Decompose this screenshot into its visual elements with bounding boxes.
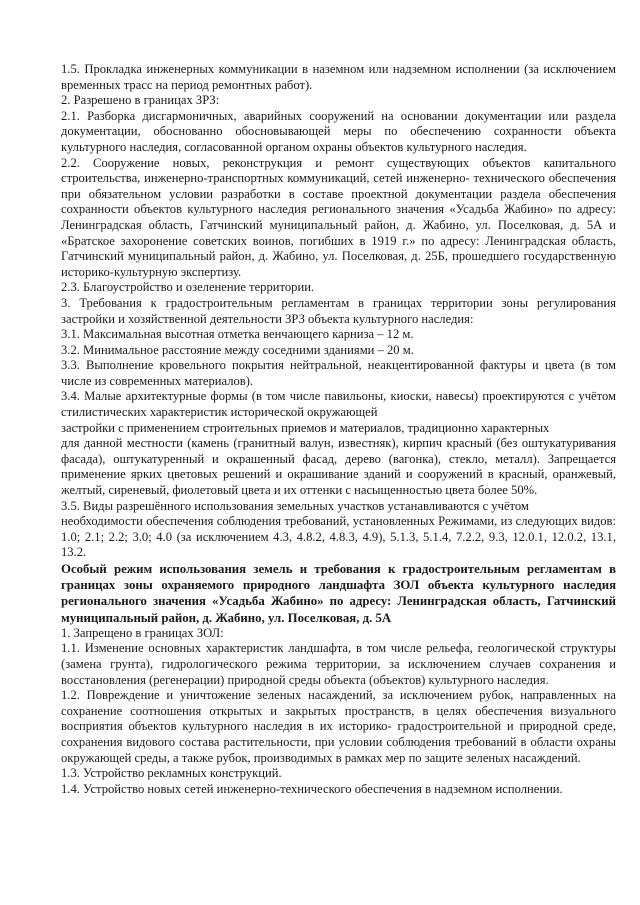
paragraph-2-3: 2.3. Благоустройство и озеленение территории. bbox=[61, 280, 315, 295]
paragraph-3-4-materials: для данной местности (камень (гранитный валун, известняк), кирпич красный (без оштукатуривания фасада), оштукатуренный и окрашенный фасад, дерево (вагонка), стекло, металл). Запрещается применение ярких цветовых решений и окрашивание зданий и сооружений в красный, оранжевый, желтый, сиреневый, фиолетовый цвета и их оттенки с насыщенностью цвета более 50%. bbox=[61, 436, 616, 498]
paragraph-zol-1-2: 1.2. Повреждение и уничтожение зеленых насаждений, за исключением рубок, направленных на сохранение соотношения открытых и закрытых пространств, в целях обеспечения визуального восприятия объектов культурного наследия в их историко- градостроительной и природной среде, сохранения видового состава растительности, при условии соблюдения требований в области охраны окружающей среды, а также рубок, производимых в рамках мер по защите зеленых насаждений. bbox=[61, 688, 616, 765]
paragraph-3-2: 3.2. Минимальное расстояние между соседними зданиями – 20 м. bbox=[61, 342, 414, 357]
paragraph-zol-1-3: 1.3. Устройство рекламных конструкций. bbox=[61, 766, 282, 781]
paragraph-1-5: 1.5. Прокладка инженерных коммуникации в наземном или надземном исполнении (за исключением временных трасс на период ремонтных работ). bbox=[61, 62, 616, 92]
section-heading: Особый режим использования земель и требования к градостроительным регламентам в границах зоны охраняемого природного ландшафта ЗОЛ объекта культурного наследия регионального значения «Усадьба Жабино» по адресу: Ленинградская область, Гатчинский муниципальный район, д. Жабино, ул. Поселковая, д. 5А bbox=[61, 562, 616, 625]
document-body bbox=[61, 62, 616, 797]
paragraph-2-2: 2.2. Сооружение новых, реконструкция и ремонт существующих объектов капитального строительства, инженерно-транспортных коммуникаций, сетей инженерно- технического обеспечения при обязательном условии разработки в составе проектной документации раздела обеспечения сохранности объектов культурного наследия регионального значения «Усадьба Жабино» по адресу: Ленинградская область, Гатчинский муниципальный район, д. Жабино, ул. Поселковая, д. 5А и «Братское захоронение советских воинов, погибших в 1919 г.» по адресу: Ленинградская область, Гатчинский муниципальный район, д. Жабино, ул. Поселковая, д. 25Б, прошедшего государственную историко-культурную экспертизу. bbox=[61, 155, 616, 279]
paragraph-zol-1-1: 1.1. Изменение основных характеристик ландшафта, в том числе рельефа, геологической структуры (замена грунта), гидрологического режима территории, за исключением случаев сохранения и восстановления (регенерации) природной среды объекта (объектов) культурного наследия. bbox=[61, 641, 616, 687]
paragraph-3-5: 3.5. Виды разрешённого использования земельных участков устанавливаются с учётом bbox=[61, 498, 529, 513]
paragraph-3-4-cont: застройки с применением строительных приемов и материалов, традиционно характерных bbox=[61, 420, 550, 435]
paragraph-3-1: 3.1. Максимальная высотная отметка венчающего карниза – 12 м. bbox=[61, 327, 414, 342]
paragraph-2-1: 2.1. Разборка дисгармоничных, аварийных сооружений на основании документации или раздела документации, обоснованно обосновывающей меры по обеспечению сохранности объекта культурного наследия, согласованной органом охраны объектов культурного наследия. bbox=[61, 108, 616, 154]
paragraph-3: 3. Требования к градостроительным регламентам в границах территории зоны регулирования застройки и хозяйственной деятельности ЗРЗ объекта культурного наследия: bbox=[61, 295, 616, 326]
paragraph-3-4: 3.4. Малые архитектурные формы (в том числе павильоны, киоски, навесы) проектируются с учётом стилистических характеристик исторической окружающей bbox=[61, 389, 616, 420]
paragraph-zol-1-4: 1.4. Устройство новых сетей инженерно-технического обеспечения в надземном исполнении. bbox=[61, 781, 563, 796]
paragraph-zol-1: 1. Запрещено в границах ЗОЛ: bbox=[61, 625, 224, 640]
paragraph-3-3: 3.3. Выполнение кровельного покрытия нейтральной, неакцентированной фактуры и цвета (в том числе из современных материалов). bbox=[61, 358, 616, 388]
paragraph-3-5-cont: необходимости обеспечения соблюдения требований, установленных Режимами, из следующих видов: 1.0; 2.1; 2.2; 3.0; 4.0 (за исключением 4.3, 4.8.2, 4.8.3, 4.9), 5.1.3, 5.1.4, 7.2.2, 9.3, 12.0.1, 12.0.2, 13.1, 13.2. bbox=[61, 514, 616, 560]
paragraph-2: 2. Разрешено в границах ЗРЗ: bbox=[61, 93, 220, 108]
